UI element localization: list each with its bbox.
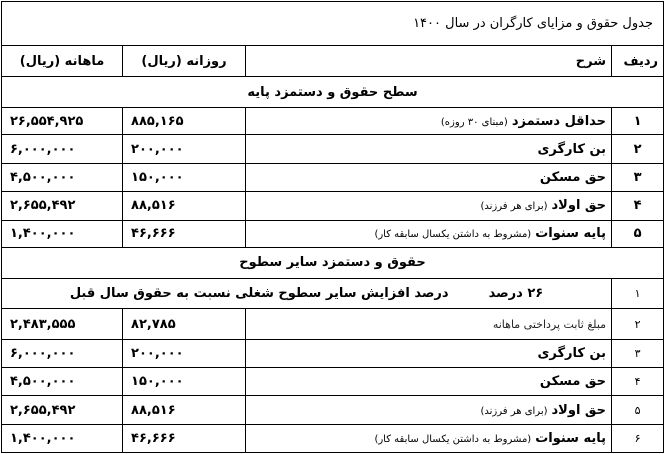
table-row bbox=[2, 220, 664, 247]
row-note: (برای هر فرزند) bbox=[480, 405, 548, 417]
section-title-other: حقوق و دستمزد سایر سطوح bbox=[2, 247, 664, 278]
row-monthly: ۲,۴۸۳,۵۵۵ bbox=[2, 309, 123, 340]
row-monthly: ۴,۵۰۰,۰۰۰ bbox=[2, 368, 123, 396]
title-row bbox=[2, 2, 664, 46]
row-index: ۲ bbox=[612, 135, 664, 164]
row-description bbox=[246, 368, 612, 396]
row-daily: ۸۲,۷۸۵ bbox=[123, 309, 246, 340]
row-index: ۱ bbox=[612, 278, 664, 309]
row-index: ۵ bbox=[612, 220, 664, 247]
row-label: مبلغ ثابت پرداختی ماهانه bbox=[492, 317, 607, 331]
row-label: حق مسکن bbox=[539, 374, 607, 390]
row-label: حق اولاد bbox=[551, 198, 607, 214]
row-daily: ۲۰۰,۰۰۰ bbox=[123, 340, 246, 368]
row-daily: ۸۸,۵۱۶ bbox=[123, 396, 246, 425]
row-description bbox=[246, 164, 612, 192]
percent-value: ۲۶ درصد bbox=[488, 286, 544, 301]
header-row bbox=[2, 46, 664, 77]
row-description bbox=[246, 108, 612, 135]
row-daily: ۴۶,۶۶۶ bbox=[123, 220, 246, 247]
row-monthly: ۲,۶۵۵,۴۹۲ bbox=[2, 191, 123, 220]
row-daily: ۱۵۰,۰۰۰ bbox=[123, 164, 246, 192]
table-row bbox=[2, 164, 664, 192]
table-title: جدول حقوق و مزایای کارگران در سال ۱۴۰۰ bbox=[2, 2, 664, 46]
percent-description bbox=[2, 278, 612, 309]
row-description bbox=[246, 135, 612, 164]
section-row bbox=[2, 247, 664, 278]
table-row bbox=[2, 135, 664, 164]
row-label: پایه سنوات bbox=[535, 431, 607, 447]
table-row bbox=[2, 368, 664, 396]
table-row bbox=[2, 108, 664, 135]
row-label: حق اولاد bbox=[551, 402, 607, 418]
table-row bbox=[2, 340, 664, 368]
row-monthly: ۴,۵۰۰,۰۰۰ bbox=[2, 164, 123, 192]
row-daily: ۴۶,۶۶۶ bbox=[123, 425, 246, 453]
row-description bbox=[246, 396, 612, 425]
row-label: بن کارگری bbox=[537, 346, 607, 362]
wage-table bbox=[1, 1, 664, 453]
row-monthly: ۱,۴۰۰,۰۰۰ bbox=[2, 425, 123, 453]
section-title-base: سطح حقوق و دستمزد پایه bbox=[2, 77, 664, 108]
row-index: ۲ bbox=[612, 309, 664, 340]
row-label: حداقل دستمزد bbox=[511, 113, 607, 129]
section-row bbox=[2, 77, 664, 108]
row-note: (مبنای ۳۰ روزه) bbox=[440, 116, 508, 128]
header-description: شرح bbox=[246, 46, 612, 77]
row-description bbox=[246, 425, 612, 453]
row-daily: ۲۰۰,۰۰۰ bbox=[123, 135, 246, 164]
row-description bbox=[246, 220, 612, 247]
row-index: ۴ bbox=[612, 191, 664, 220]
row-daily: ۸۸,۵۱۶ bbox=[123, 191, 246, 220]
row-monthly: ۶,۰۰۰,۰۰۰ bbox=[2, 135, 123, 164]
table-row bbox=[2, 191, 664, 220]
row-label: پایه سنوات bbox=[535, 226, 607, 242]
table-row bbox=[2, 396, 664, 425]
row-monthly: ۲۶,۵۵۴,۹۲۵ bbox=[2, 108, 123, 135]
percent-label: درصد افزایش سایر سطوح شغلی نسبت به حقوق سال قبل bbox=[69, 286, 449, 301]
row-monthly: ۲,۶۵۵,۴۹۲ bbox=[2, 396, 123, 425]
row-note: (برای هر فرزند) bbox=[480, 201, 548, 213]
table-row bbox=[2, 309, 664, 340]
row-description bbox=[246, 309, 612, 340]
row-index: ۵ bbox=[612, 396, 664, 425]
header-monthly: ماهانه (ریال) bbox=[2, 46, 123, 77]
row-note: (مشروط به داشتن یکسال سابقه کار) bbox=[374, 229, 532, 241]
row-note: (مشروط به داشتن یکسال سابقه کار) bbox=[374, 434, 532, 446]
row-description bbox=[246, 191, 612, 220]
row-daily: ۱۵۰,۰۰۰ bbox=[123, 368, 246, 396]
row-index: ۱ bbox=[612, 108, 664, 135]
row-index: ۳ bbox=[612, 164, 664, 192]
row-description bbox=[246, 340, 612, 368]
row-label: بن کارگری bbox=[537, 141, 607, 157]
percent-row bbox=[2, 278, 664, 309]
row-index: ۶ bbox=[612, 425, 664, 453]
row-label: حق مسکن bbox=[539, 169, 607, 185]
row-daily: ۸۸۵,۱۶۵ bbox=[123, 108, 246, 135]
row-index: ۴ bbox=[612, 368, 664, 396]
row-monthly: ۱,۴۰۰,۰۰۰ bbox=[2, 220, 123, 247]
row-monthly: ۶,۰۰۰,۰۰۰ bbox=[2, 340, 123, 368]
table-row bbox=[2, 425, 664, 453]
row-index: ۳ bbox=[612, 340, 664, 368]
header-daily: روزانه (ریال) bbox=[123, 46, 246, 77]
header-index: ردیف bbox=[612, 46, 664, 77]
